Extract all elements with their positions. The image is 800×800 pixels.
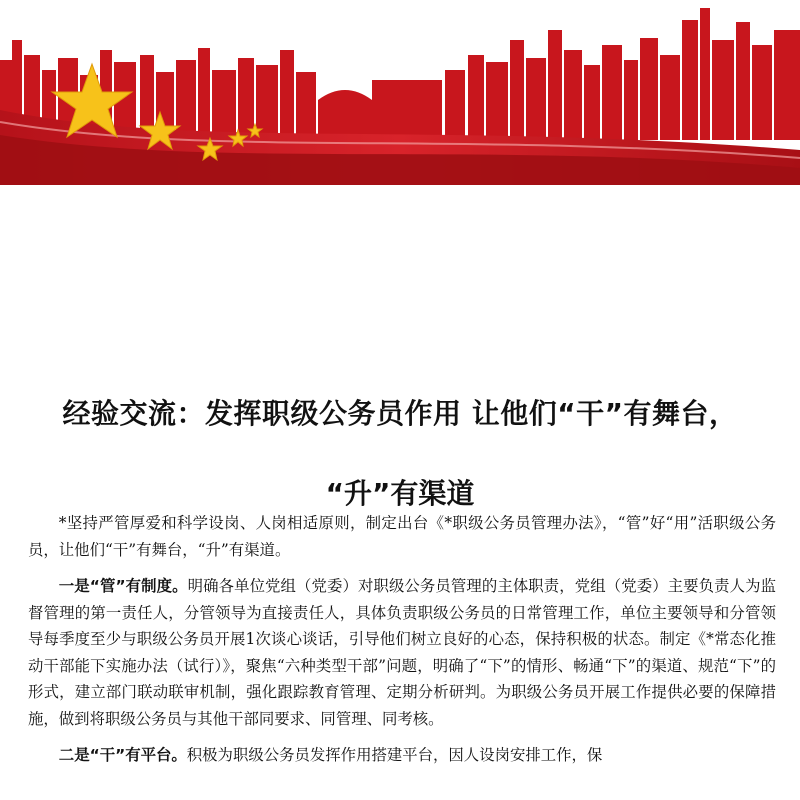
article-body xyxy=(28,510,776,769)
paragraph-2-lead: 二是“干”有平台。 xyxy=(58,746,187,764)
paragraph-1 xyxy=(28,573,776,732)
paragraph-1-body: 明确各单位党组（党委）对职级公务员管理的主体职责，党组（党委）主要负责人为监督管理的第一责任人，分管领导为直接责任人，具体负责职级公务员的日常管理工作，单位主要领导和分管领导每季度至少与职级公务员开展1次谈心谈话，引导他们树立良好的心态，保持积极的状态。制定《*常态化推动干部能下实施办法（试行）》，聚焦“六种类型干部”问题，明确了“下”的情形、畅通“下”的渠道、规范“下”的形式，建立部门联动联审机制，强化跟踪教育管理、定期分析研判。为职级公务员开展工作提供必要的保障措施，做到将职级公务员与其他干部同要求、同管理、同考核。 xyxy=(28,577,776,728)
page-title-line1: 经验交流：发挥职级公务员作用 让他们“干”有舞台， xyxy=(62,397,738,430)
city-skyline xyxy=(0,8,800,140)
skyline-banner-graphic xyxy=(0,0,800,185)
page-title-line2: “升”有渠道 xyxy=(325,477,475,510)
paragraph-2 xyxy=(28,742,776,769)
paragraph-2-body: 积极为职级公务员发挥作用搭建平台，因人设岗安排工作，保 xyxy=(186,746,603,764)
intro-paragraph: *坚持严管厚爱和科学设岗、人岗相适原则，制定出台《*职级公务员管理办法》，“管”好“用”活职级公务员，让他们“干”有舞台，“升”有渠道。 xyxy=(28,514,776,559)
header-banner xyxy=(0,0,800,185)
paragraph-1-lead: 一是“管”有制度。 xyxy=(58,577,188,595)
